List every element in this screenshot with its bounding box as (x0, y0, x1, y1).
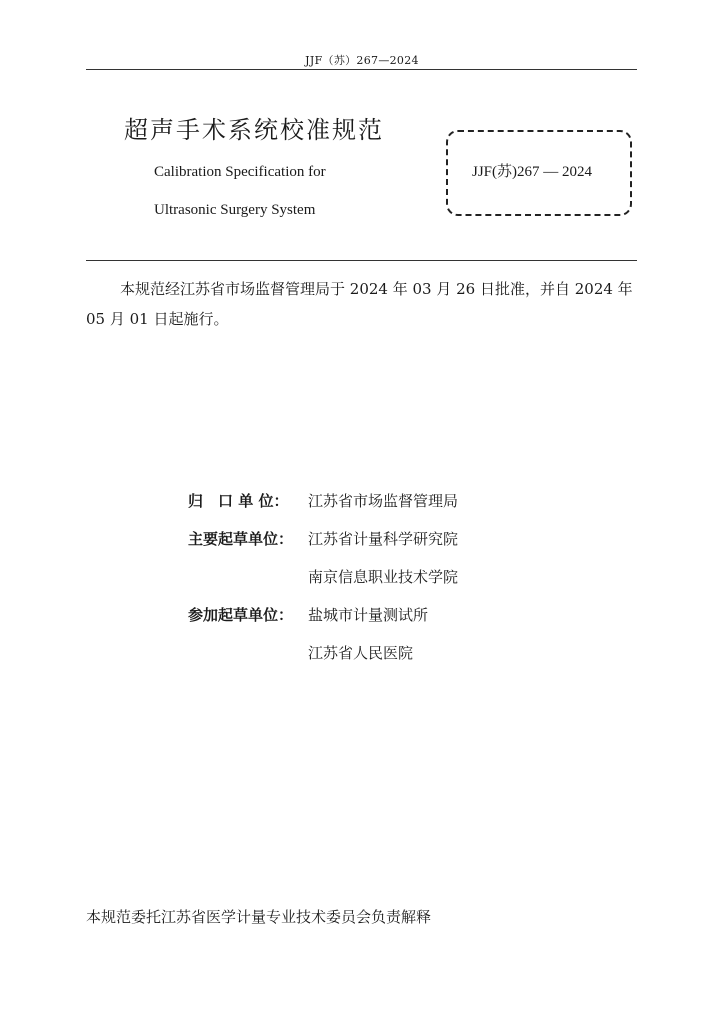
main-drafting-unit-2: 南京信息职业技术学院 (308, 568, 459, 586)
interpretation-statement: 本规范委托江苏省医学计量专业技术委员会负责解释 (86, 908, 432, 926)
document-title-en-line2: Ultrasonic Surgery System (154, 202, 316, 218)
participating-unit-1: 盐城市计量测试所 (308, 606, 429, 624)
approval-statement: 本规范经江苏省市场监督管理局于 2024 年 03 月 26 日批准，并自 2024 年 05 月 01 日起施行。 (86, 280, 633, 328)
header-code: JJF（苏）267—2024 (305, 54, 419, 67)
participating-drafting-label: 参加起草单位： (188, 606, 294, 624)
participating-unit-2: 江苏省人民医院 (308, 644, 414, 662)
responsible-unit-label: 归 口 单 位： (188, 492, 289, 510)
main-drafting-unit-1: 江苏省计量科学研究院 (308, 530, 459, 548)
standard-code: JJF(苏)267 — 2024 (472, 164, 593, 180)
document-title-en-line1: Calibration Specification for (154, 164, 326, 180)
title-rule (86, 260, 637, 261)
responsible-unit-value: 江苏省市场监督管理局 (308, 492, 459, 510)
document-title-cn: 超声手术系统校准规范 (124, 116, 384, 144)
main-drafting-label: 主要起草单位： (188, 530, 294, 548)
header-rule (86, 69, 637, 70)
